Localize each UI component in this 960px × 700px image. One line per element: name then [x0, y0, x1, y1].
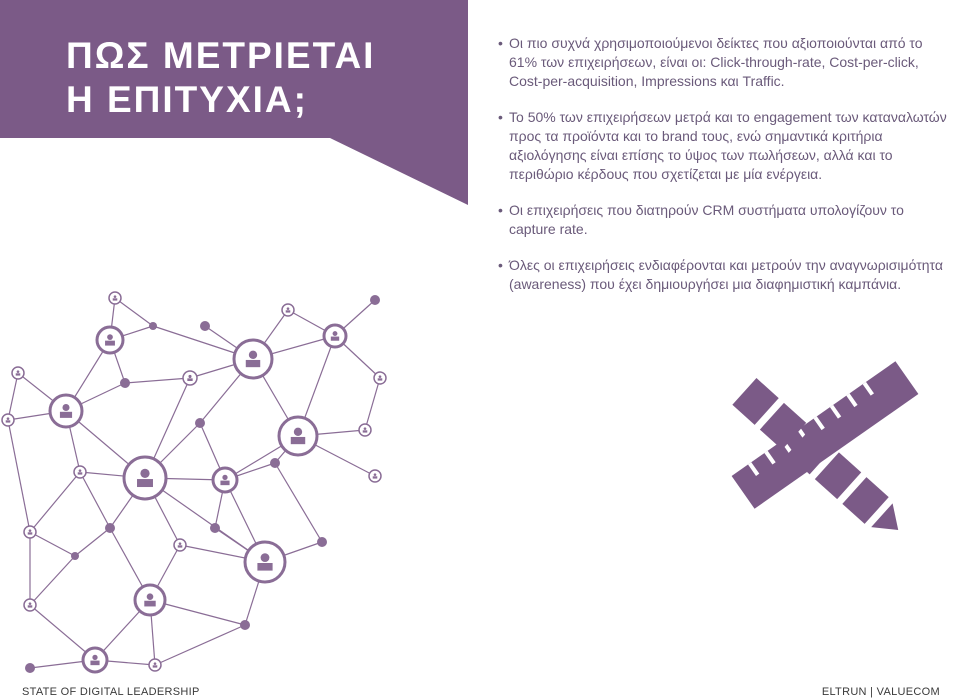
network-node [24, 526, 36, 538]
network-node [270, 458, 280, 468]
network-node [210, 523, 220, 533]
network-node [279, 417, 317, 455]
network-node [2, 414, 14, 426]
title-banner [0, 0, 468, 210]
network-node [195, 418, 205, 428]
network-node [105, 523, 115, 533]
network-node [374, 372, 386, 384]
network-node [245, 542, 285, 582]
network-node [83, 648, 107, 672]
network-node [74, 466, 86, 478]
bullet-item-4: • Όλες οι επιχειρήσεις ενδιαφέρονται και μετρούν την αναγνωρισιμότητα (awareness) που έχει δημιουργήσει μια διαφημιστική καμπάνια. [498, 256, 948, 294]
page-title-line-2: Η ΕΠΙΤΥΧΙΑ; [66, 79, 308, 120]
network-node [24, 599, 36, 611]
bullet-item-1: • Οι πιο συχνά χρησιμοποιούμενοι δείκτες που αξιοποιούνται από το 61% των επιχειρήσεων, είναι οι: Click-through-rate, Cost-per-click, Cost-per-acquisition, Impressions και Traffic. [498, 34, 948, 91]
page-title-line-1: ΠΩΣ ΜΕΤΡΙΕΤΑΙ [66, 35, 376, 76]
network-node [213, 468, 237, 492]
network-node [369, 470, 381, 482]
network-node [183, 371, 197, 385]
network-node [124, 457, 166, 499]
ruler-and-pencil-icon [720, 350, 930, 550]
bullet-list [498, 34, 948, 311]
network-node [120, 378, 130, 388]
footer-publisher: ELTRUN | VALUECOM [821, 686, 940, 698]
network-node [97, 327, 123, 353]
network-node [25, 663, 35, 673]
footer-report-title: STATE OF DIGITAL LEADERSHIP [22, 686, 200, 698]
network-node [174, 539, 186, 551]
network-node [240, 620, 250, 630]
network-node [71, 552, 79, 560]
network-node [370, 295, 380, 305]
network-node [135, 585, 165, 615]
people-network-illustration [0, 280, 470, 680]
network-node [109, 292, 121, 304]
network-node [149, 659, 161, 671]
network-node [317, 537, 327, 547]
network-node [324, 325, 346, 347]
network-node [282, 304, 294, 316]
network-node [359, 424, 371, 436]
bullet-item-3: • Οι επιχειρήσεις που διατηρούν CRM συστήματα υπολογίζουν το capture rate. [498, 201, 948, 239]
network-node [12, 367, 24, 379]
bullet-item-2: • Το 50% των επιχειρήσεων μετρά και το engagement των καταναλωτών προς τα προϊόντα και το brand τους, ενώ σημαντικά κριτήρια αξιολόγησης είναι επίσης το ύψος των πωλήσεων, αλλά και το περιθώριο κέρδους που σχετίζεται με μία ενέργεια. [498, 108, 948, 184]
network-node [149, 322, 157, 330]
network-node [234, 340, 272, 378]
network-node [200, 321, 210, 331]
network-node [50, 395, 82, 427]
